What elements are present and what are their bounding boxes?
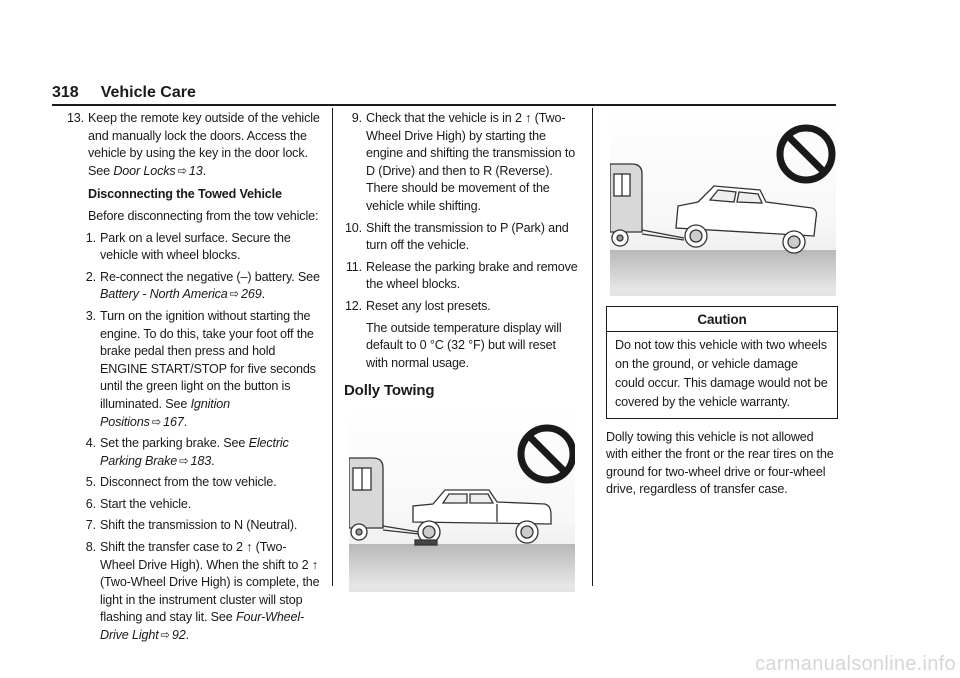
step-text: Shift the transmission to N (Neutral). [100, 518, 298, 533]
dolly-towing-prohibited-illustration [349, 406, 575, 592]
step-4: 4. Set the parking brake. See Electric Parking Brake ⇨ 183. [52, 435, 320, 470]
watermark: carmanualsonline.info [755, 653, 956, 675]
section-heading: Dolly Towing [344, 382, 435, 400]
cross-reference-link[interactable]: Door Locks [113, 163, 176, 178]
cross-reference-link[interactable]: Electric Parking Brake [100, 436, 289, 468]
step-8: 8. Shift the transfer case to 2 ↑ (Two-Wheel Drive High). When the shift to 2 ↑ (Two-Wheel Drive High) is complete, the light in the instrument cluster will stop flashing and stay lit. See Four-Wheel-Drive Light ⇨ 92. [52, 539, 320, 645]
page-title: Vehicle Care [100, 84, 196, 101]
step-number: 13. [66, 111, 84, 125]
step-text: Turn on the ignition without starting the engine. To do this, take your foot off the brake pedal then press and hold ENGINE START/STOP for five seconds until the green light on the button is illuminated. See [100, 308, 316, 411]
page-ref-arrow-icon: ⇨ [179, 453, 189, 468]
reference-page[interactable]: 92 [171, 628, 186, 643]
reference-page[interactable]: 269 [241, 287, 262, 302]
body-paragraph: Dolly towing this vehicle is not allowed with either the front or the rear tires on the ground for two-wheel drive or four-wheel drive, regardless of transfer case. [606, 429, 834, 497]
header-rule [52, 104, 836, 106]
caution-title: Caution [607, 307, 837, 332]
column-3 [606, 110, 838, 499]
step-5 [52, 474, 320, 492]
step-9 [328, 110, 580, 216]
step-number: 4. [85, 436, 96, 451]
page-ref-arrow-icon: ⇨ [229, 287, 240, 302]
step-text: Reset any lost presets. [366, 298, 491, 313]
step-text: Shift the transmission to P (Park) and turn off the vehicle. [366, 220, 569, 253]
step-12 [328, 298, 580, 316]
step-12-note: The outside temperature display will default to 0 °C (32 °F) but will reset with normal usage. [366, 320, 562, 370]
cross-reference-link[interactable]: Battery - North America [100, 287, 228, 302]
cross-reference-link[interactable]: Ignition Positions [100, 396, 230, 429]
column-divider [592, 108, 593, 586]
step-10 [328, 220, 580, 255]
page-ref-arrow-icon: ⇨ [160, 628, 170, 643]
step-number: 1. [85, 230, 96, 245]
step-text: Set the parking brake. See [100, 436, 249, 451]
step-number: 10. [344, 220, 362, 235]
step-number: 7. [85, 518, 96, 533]
cross-reference-link[interactable]: Four-Wheel-Drive Light [100, 610, 305, 643]
reference-page[interactable]: 183 [190, 453, 212, 468]
step-text: Release the parking brake and remove the wheel blocks. [366, 259, 578, 292]
step-text: Park on a level surface. Secure the vehicle with wheel blocks. [100, 230, 291, 263]
step-2: 2. Re-connect the negative (–) battery. See Battery - North America ⇨ 269. [52, 269, 320, 304]
step-number: 12. [344, 298, 362, 313]
step-number: 6. [85, 496, 96, 511]
motorhome [349, 458, 383, 540]
subheading: Disconnecting the Towed Vehicle [88, 187, 282, 202]
page-ref-arrow-icon: ⇨ [177, 163, 187, 178]
step-number: 9. [351, 111, 362, 125]
step-text: Keep the remote key outside of the vehicle and manually lock the doors. Access the vehicle by using the key in the door lock. See [88, 111, 320, 178]
step-11 [328, 259, 580, 294]
step-13: 13. Keep the remote key outside of the vehicle and manually lock the doors. Access the vehicle by using the key in the door lock. See Door Locks ⇨ 13. [52, 110, 320, 180]
caution-text: Do not tow this vehicle with two wheels on the ground, or vehicle damage could occur. This damage would not be covered by the vehicle warranty. [615, 337, 828, 409]
step-number: 8. [85, 540, 96, 555]
caution-box [606, 306, 838, 419]
step-3: 3. Turn on the ignition without starting the engine. To do this, take your foot off the brake pedal then press and hold ENGINE START/STOP for five seconds until the green light on the button is illuminated. See Ignition Positions ⇨ 167. [52, 308, 320, 431]
column-1 [52, 110, 320, 649]
tow-two-wheels-prohibited-illustration [610, 110, 836, 296]
step-text: Disconnect from the tow vehicle. [100, 475, 277, 490]
step-number: 2. [85, 269, 96, 284]
page-ref-arrow-icon: ⇨ [151, 414, 162, 429]
step-1 [52, 230, 320, 265]
step-6 [52, 496, 320, 514]
step-text: Re-connect the negative (–) battery. See [100, 269, 320, 284]
ground [349, 544, 575, 584]
ground [610, 250, 836, 288]
column-2 [328, 110, 580, 592]
step-text: Start the vehicle. [100, 496, 192, 511]
step-text: Shift the transfer case to 2 ↑ (Two-Wheel Drive High). When the shift to 2 ↑ (Two-Wheel Drive High) is complete, the light in the instrument cluster will stop flashing and stay lit. See [100, 540, 320, 625]
reference-page[interactable]: 13 [188, 163, 203, 178]
step-text: Check that the vehicle is in 2 ↑ (Two-Wheel Drive High) by starting the engine and shifting the transmission to D (Drive) and then to R (Reverse). There should be movement of the vehicle while shifting. [366, 111, 576, 213]
step-number: 3. [85, 308, 96, 323]
intro-text: Before disconnecting from the tow vehicle: [88, 208, 319, 223]
tow-dolly [415, 540, 437, 545]
step-number: 11. [345, 259, 362, 274]
step-number: 5. [85, 475, 96, 490]
page-header [52, 84, 196, 102]
reference-page[interactable]: 167 [163, 414, 184, 429]
step-7 [52, 517, 320, 535]
page-number: 318 [52, 84, 79, 101]
